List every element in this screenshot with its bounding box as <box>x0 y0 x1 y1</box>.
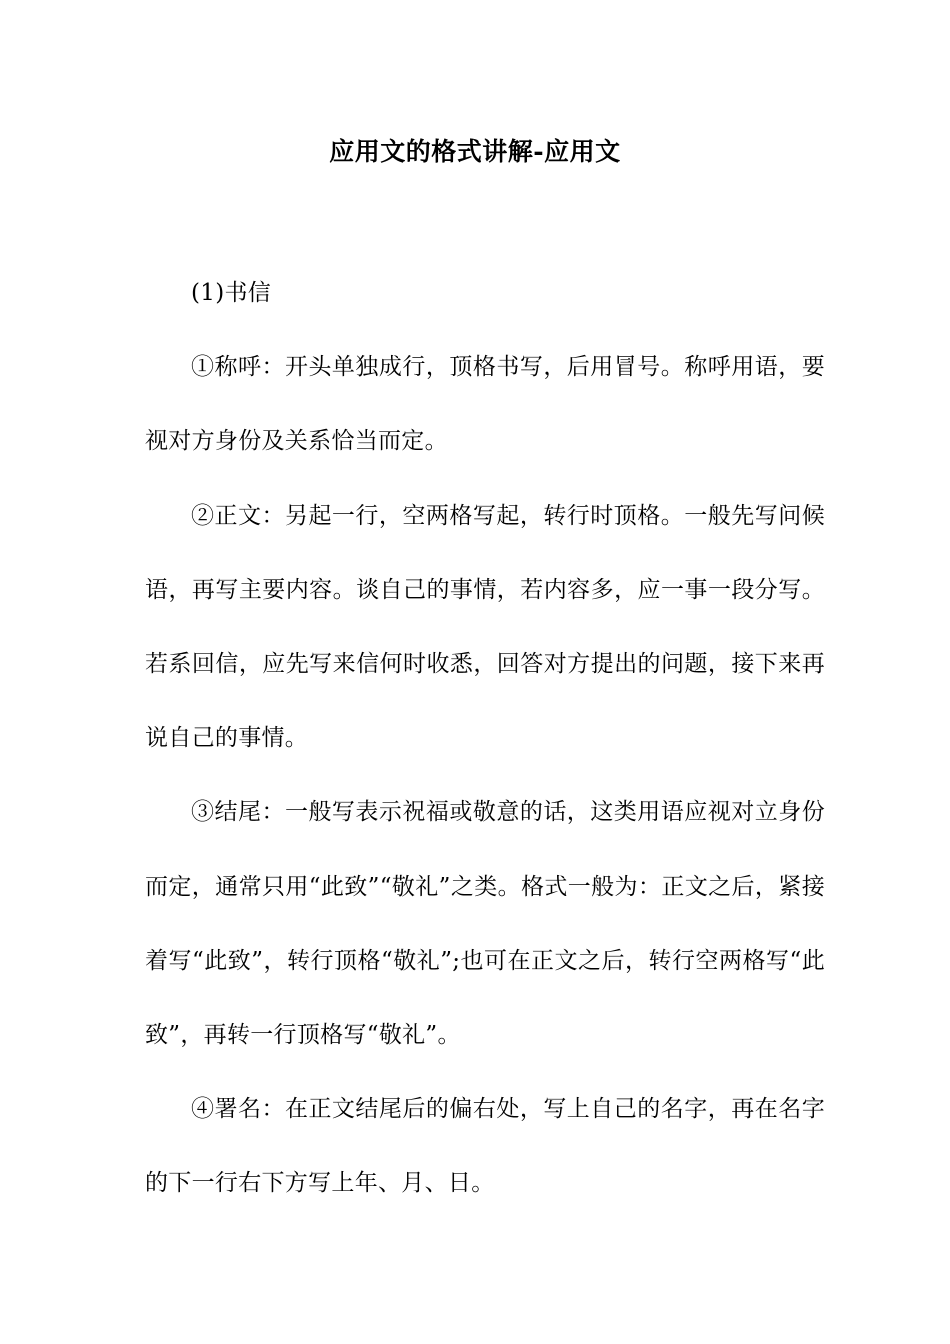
paragraph-main-body: ②正文：另起一行，空两格写起，转行时顶格。一般先写问候语，再写主要内容。谈自己的事情，若内容多，应一事一段分写。若系回信，应先写来信何时收悉，回答对方提出的问题，接下来再说自己的事情。 <box>145 502 825 752</box>
document-title: 应用文的格式讲解-应用文 <box>329 137 621 166</box>
document-body <box>145 256 825 1221</box>
paragraph-salutation: ①称呼：开头单独成行，顶格书写，后用冒号。称呼用语，要视对方身份及关系恰当而定。 <box>145 354 825 455</box>
section-heading-letters: (1)书信 <box>191 280 272 306</box>
paragraph-closing: ③结尾：一般写表示祝福或敬意的话，这类用语应视对立身份而定，通常只用“此致”“敬礼”之类。格式一般为：正文之后，紧接着写“此致”，转行顶格“敬礼”;也可在正文之后，转行空两格写“此致”，再转一行顶格写“敬礼”。 <box>145 799 825 1049</box>
paragraph-signature: ④署名：在正文结尾后的偏右处，写上自己的名字，再在名字的下一行右下方写上年、月、日。 <box>145 1096 825 1197</box>
